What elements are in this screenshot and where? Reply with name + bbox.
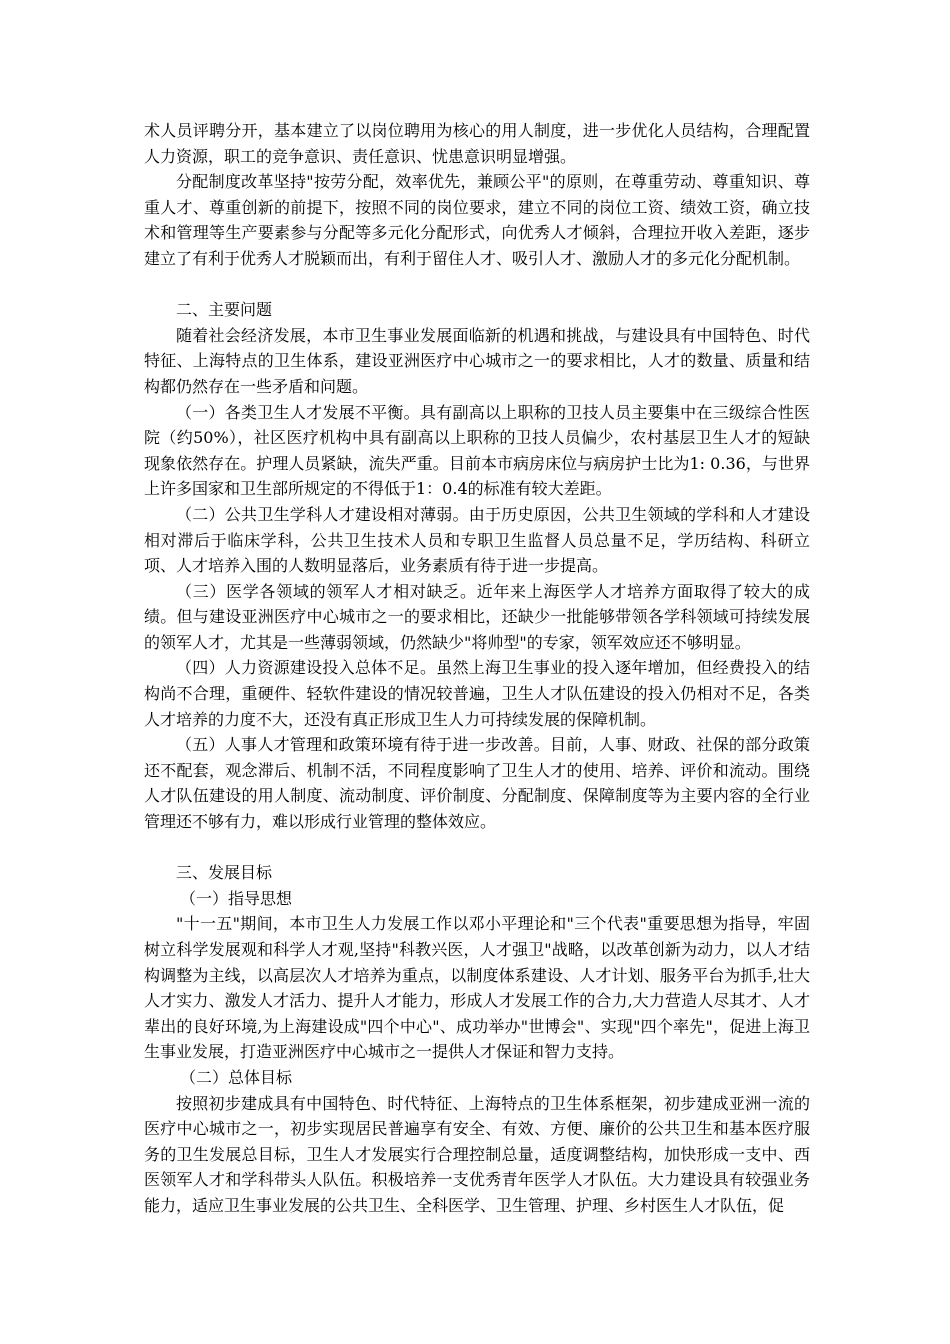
problem-paragraph-5: （五）人事人才管理和政策环境有待于进一步改善。目前，人事、财政、社保的部分政策还不配套，观念滞后、机制不活，不同程度影响了卫生人才的使用、培养、评价和流动。围绕人才队伍建设的用人制度、流动制度、评价制度、分配制度、保障制度等为主要内容的全行业管理还不够有力，难以形成行业管理的整体效应。 (144, 735, 810, 832)
problem-paragraph-1: （一）各类卫生人才发展不平衡。具有副高以上职称的卫技人员主要集中在三级综合性医院（约50%），社区医疗机构中具有副高以上职称的卫技人员偏少，农村基层卫生人才的短缺现象依然存在。护理人员紧缺，流失严重。目前本市病房床位与病房护士比为1: 0.36，与世界上许多国家和卫生部所规定的不得低于1：0.4的标准有较大差距。 (144, 402, 810, 499)
subsection-heading-guiding-ideology: （一）指导思想 (180, 888, 293, 908)
distribution-paragraph: 分配制度改革坚持"按劳分配，效率优先，兼顾公平"的原则，在尊重劳动、尊重知识、尊重人才、尊重创新的前提下，按照不同的岗位要求，建立不同的岗位工资、绩效工资，确立技术和管理等生产要素参与分配等多元化分配形式，向优秀人才倾斜，合理拉开收入差距，逐步建立了有利于优秀人才脱颖而出，有利于留住人才、吸引人才、激励人才的多元化分配机制。 (144, 172, 810, 268)
guiding-ideology-paragraph: "十一五"期间，本市卫生人力发展工作以邓小平理论和"三个代表"重要思想为指导，牢固树立科学发展观和科学人才观,坚持"科教兴医，人才强卫"战略，以改革创新为动力，以人才结构调整为主线，以高层次人才培养为重点，以制度体系建设、人才计划、服务平台为抓手,壮大人才实力、激发人才活力、提升人才能力，形成人才发展工作的合力,大力营造人尽其才、人才辈出的良好环境,为上海建设成"四个中心"、成功举办"世博会"、实现"四个率先"，促进上海卫生事业发展，打造亚洲医疗中心城市之一提供人才保证和智力支持。 (144, 914, 810, 1062)
problems-intro-paragraph: 随着社会经济发展，本市卫生事业发展面临新的机遇和挑战，与建设具有中国特色、时代特征、上海特点的卫生体系，建设亚洲医疗中心城市之一的要求相比，人才的数量、质量和结构都仍然存在一些矛盾和问题。 (144, 325, 810, 396)
problem-paragraph-4: （四）人力资源建设投入总体不足。虽然上海卫生事业的投入逐年增加，但经费投入的结构尚不合理，重硬件、轻软件建设的情况较普遍，卫生人才队伍建设的投入仍相对不足，各类人才培养的力度不大，还没有真正形成卫生人力可持续发展的保障机制。 (144, 658, 810, 729)
problem-paragraph-2: （二）公共卫生学科人才建设相对薄弱。由于历史原因，公共卫生领域的学科和人才建设相对滞后于临床学科，公共卫生技术人员和专职卫生监督人员总量不足，学历结构、科研立项、人才培养入围的人数明显落后，业务素质有待于进一步提高。 (144, 504, 810, 576)
overall-goals-paragraph: 按照初步建成具有中国特色、时代特征、上海特点的卫生体系框架，初步建成亚洲一流的医疗中心城市之一，初步实现居民普遍享有安全、有效、方便、廉价的公共卫生和基本医疗服务的卫生发展总目标，卫生人才发展实行合理控制总量，适度调整结构，加快形成一支中、西医领军人才和学科带头人队伍。积极培养一支优秀青年医学人才队伍。大力建设具有较强业务能力，适应卫生事业发展的公共卫生、全科医学、卫生管理、护理、乡村医生人才队伍，促 (144, 1093, 810, 1215)
document-page (144, 118, 810, 1219)
problem-paragraph-3: （三）医学各领域的领军人才相对缺乏。近年来上海医学人才培养方面取得了较大的成绩。但与建设亚洲医疗中心城市之一的要求相比，还缺少一批能够带领各学科领域可持续发展的领军人才，尤其是一些薄弱领域，仍然缺少"将帅型"的专家，领军效应还不够明显。 (144, 581, 810, 652)
section-heading-problems: 二、主要问题 (176, 300, 273, 320)
section-heading-goals: 三、发展目标 (176, 863, 273, 883)
continuation-paragraph: 术人员评聘分开，基本建立了以岗位聘用为核心的用人制度，进一步优化人员结构，合理配置人力资源，职工的竞争意识、责任意识、忧患意识明显增强。 (144, 121, 810, 166)
subsection-heading-overall-goals: （二）总体目标 (180, 1067, 293, 1087)
